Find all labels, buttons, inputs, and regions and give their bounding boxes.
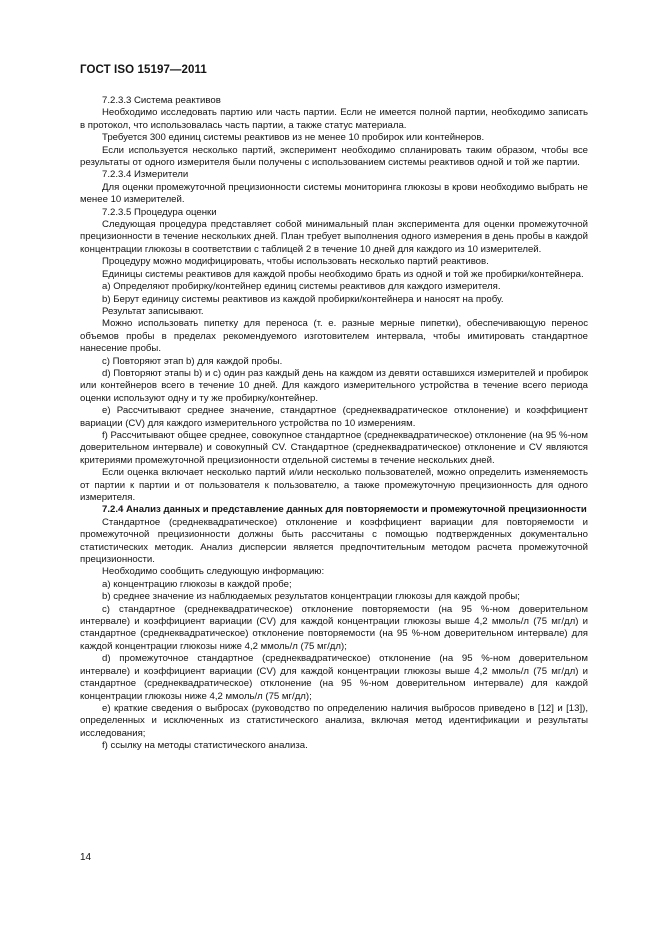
list-item: a) концентрацию глюкозы в каждой пробе; bbox=[102, 578, 292, 590]
list-item: a) Определяют пробирку/контейнер единиц системы реактивов для каждого измерителя. bbox=[102, 281, 501, 293]
paragraph: Процедуру можно модифицировать, чтобы использовать несколько партий реактивов. bbox=[102, 256, 489, 268]
subsection-heading: 7.2.3.5 Процедура оценки bbox=[102, 206, 217, 218]
paragraph: Следующая процедура представляет собой минимальный план эксперимента для оценки промежуточной прецизионности в течение нескольких дней. План требует выполнения одного измерения в день пробы в каждой концентрации глюкозы в соответствии с таблицей 2 в течение 10 дней для каждого из 10 измерителей. bbox=[80, 219, 588, 255]
list-item: b) среднее значение из наблюдаемых результатов концентрации глюкозы для каждой пробы; bbox=[102, 591, 520, 603]
paragraph: Для оценки промежуточной прецизионности системы мониторинга глюкозы в крови необходимо выбрать не менее 10 измерителей. bbox=[80, 181, 588, 206]
page-number: 14 bbox=[80, 852, 92, 863]
list-item: b) Берут единицу системы реактивов из каждой пробирки/контейнера и наносят на пробу. bbox=[102, 293, 504, 305]
document-body bbox=[80, 95, 588, 753]
list-item: c) стандартное (среднеквадратическое) отклонение повторяемости (на 95 %-ном доверительном интервале) и коэффициент вариации (CV) для каждой концентрации глюкозы выше 4,2 ммоль/л (75 мг/дл) и стандартное (среднеквадратическое) отклонение повторяемости (на 95 %-ном доверительном интервале) для каждой концентрации глюкозы ниже 4,2 ммоль/л (75 мг/дл); bbox=[80, 603, 588, 652]
list-item: d) Повторяют этапы b) и c) один раз каждый день на каждом из девяти оставшихся измерителей и пробирок или контейнеров всего в течение 10 дней. Для каждого измерительного устройства в течение всего периода оценки используют одну и ту же пробирку/контейнер. bbox=[80, 367, 588, 404]
paragraph: Если оценка включает несколько партий и/или несколько пользователей, можно определить изменяемость от партии к партии и от пользователя к пользователю, а также промежуточную прецизионность для одного измерителя. bbox=[80, 467, 588, 503]
paragraph: Необходимо исследовать партию или часть партии. Если не имеется полной партии, необходимо записать в протокол, что использовалась часть партии, а также статус материала. bbox=[80, 107, 588, 131]
list-item: c) Повторяют этап b) для каждой пробы. bbox=[102, 355, 283, 367]
paragraph: Можно использовать пипетку для переноса (т. е. разные мерные пипетки), обеспечивающую перенос объемов пробы в пределах рекомендуемого изготовителем интервала, чтобы имитировать стандартное нанесение пробы. bbox=[80, 318, 588, 355]
list-item: d) промежуточное стандартное (среднеквадратическое) отклонение (на 95 %-ном доверительном интервале) и коэффициент вариации (CV) для каждой концентрации глюкозы выше 4,2 ммоль/л (75 мг/дл) и стандартное (среднеквадратическое) отклонение (на 95 %-ном доверительном интервале) для каждой концентрации глюкозы ниже 4,2 ммоль/л (75 мг/дл); bbox=[80, 653, 588, 702]
subsection-heading: 7.2.3.4 Измерители bbox=[102, 169, 189, 181]
subsection-heading: 7.2.3.3 Система реактивов bbox=[102, 95, 221, 106]
paragraph: Результат записывают. bbox=[102, 305, 204, 317]
paragraph: Необходимо сообщить следующую информацию: bbox=[102, 566, 325, 578]
list-item: e) Рассчитывают среднее значение, стандартное (среднеквадратическое отклонение) и коэффициент вариации (CV) для каждого измерительного устройства по 10 измерениям. bbox=[80, 405, 588, 429]
list-item: f) ссылку на методы статистического анализа. bbox=[102, 740, 308, 752]
section-heading: 7.2.4 Анализ данных и представление данных для повторяемости и промежуточной прецизионности bbox=[102, 504, 587, 516]
list-item: e) краткие сведения о выбросах (руководство по определению наличия выбросов приведено в [12] и [13]), определенных и исключенных из статистического анализа, включая метод идентификации и результаты исследования; bbox=[80, 702, 588, 739]
paragraph: Если используется несколько партий, эксперимент необходимо спланировать таким образом, чтобы все результаты от одного измерителя были получены с использованием системы реактивов одной и той же партии. bbox=[80, 144, 588, 169]
list-item: f) Рассчитывают общее среднее, совокупное стандартное (среднеквадратическое) отклонение (на 95 %-ном доверительном интервале) и совокупный CV. Стандартное (среднеквадратическое) отклонение и CV являются критериями промежуточной прецизионности отдельной системы в течение нескольких дней. bbox=[80, 429, 588, 466]
paragraph: Стандартное (среднеквадратическое) отклонение и коэффициент вариации для повторяемости и промежуточной прецизионности должны быть рассчитаны с помощью подтвержденных документально статистических методик. Анализ дисперсии является предпочтительным методом расчета промежуточной прецизионности. bbox=[80, 516, 588, 566]
paragraph: Единицы системы реактивов для каждой пробы необходимо брать из одной и той же пробирки/контейнера. bbox=[102, 268, 584, 280]
standard-header: ГОСТ ISO 15197—2011 bbox=[80, 64, 207, 76]
paragraph: Требуется 300 единиц системы реактивов из не менее 10 пробирок или контейнеров. bbox=[102, 132, 485, 144]
